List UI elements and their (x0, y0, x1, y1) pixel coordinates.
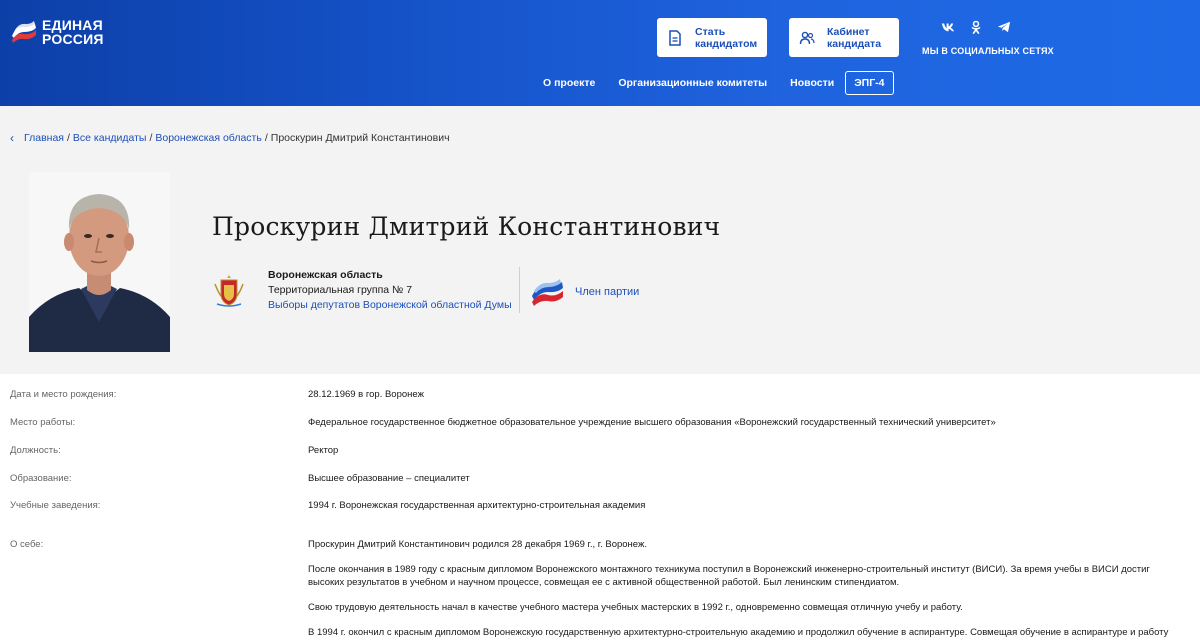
info-value: Высшее образование – специалитет (308, 473, 470, 484)
breadcrumb-current: Проскурин Дмитрий Константинович (270, 132, 450, 144)
info-value: Федеральное государственное бюджетное образовательное учреждение высшего образования «Воронежский государственный технический университет» (308, 417, 996, 428)
telegram-icon[interactable] (997, 20, 1011, 34)
bear-flag-icon (10, 18, 38, 46)
breadcrumb-separator: / (149, 132, 153, 144)
breadcrumb-home[interactable]: Главная (24, 132, 64, 144)
region-name: Воронежская область (268, 269, 383, 281)
candidate-profile (0, 106, 1200, 374)
about-label: О себе: (10, 539, 44, 550)
vk-icon[interactable] (941, 20, 955, 34)
party-logo-icon (530, 278, 564, 306)
nav-news[interactable]: Новости (790, 77, 835, 89)
chevron-left-icon[interactable]: ‹ (10, 131, 14, 145)
become-candidate-button[interactable] (657, 18, 767, 57)
party-membership (530, 278, 639, 306)
main-nav (543, 71, 894, 95)
breadcrumb-region[interactable]: Воронежская область (155, 132, 262, 144)
info-label: Дата и место рождения: (10, 389, 117, 400)
become-candidate-label-1: Стать (695, 25, 726, 38)
become-candidate-label-2: кандидатом (695, 37, 758, 50)
users-icon (799, 30, 815, 46)
divider (519, 267, 520, 313)
info-label: Учебные заведения: (10, 500, 101, 511)
info-value: 28.12.1969 в гор. Воронеж (308, 389, 424, 400)
election-link[interactable]: Выборы депутатов Воронежской областной Думы (268, 299, 512, 311)
epg-button[interactable]: ЭПГ-4 (845, 71, 893, 95)
about-paragraph: Проскурин Дмитрий Константинович родился 28 декабря 1969 г., г. Воронеж. (308, 539, 647, 550)
odnoklassniki-icon[interactable] (969, 20, 983, 34)
document-icon (667, 30, 683, 46)
social-links (922, 20, 1054, 56)
about-text (308, 538, 1188, 642)
candidate-photo (29, 172, 170, 352)
breadcrumb (10, 131, 450, 145)
about-paragraph: В 1994 г. окончил с красным дипломом Воронежскую государственную архитектурно-строительную академию и продолжил обучение в аспирантуре. Совмещая обучение в аспирантуре и работу (308, 627, 1169, 638)
party-status[interactable]: Член партии (575, 286, 640, 298)
about-paragraph: После окончания в 1989 году с красным дипломом Воронежского монтажного техникума поступил в Воронежский инженерно-строительный институт (ВИСИ). За время учебы в ВИСИ достиг высоких результатов в учебном и научном процессе, совмещая ее с активной общественной работой. Был ленинским стипендиатом. (308, 564, 1150, 588)
nav-committees[interactable]: Организационные комитеты (618, 77, 768, 89)
candidate-cabinet-label-2: кандидата (827, 37, 882, 50)
info-label: Место работы: (10, 417, 76, 428)
info-label: Должность: (10, 445, 61, 456)
candidate-name: Проскурин Дмитрий Константинович (212, 212, 721, 241)
breadcrumb-separator: / (264, 132, 268, 144)
site-header (0, 0, 1200, 106)
logo-line-1: ЕДИНАЯ (42, 17, 103, 33)
breadcrumb-separator: / (66, 132, 70, 144)
breadcrumb-all-candidates[interactable]: Все кандидаты (72, 132, 147, 144)
candidate-cabinet-label-1: Кабинет (827, 25, 870, 38)
coat-of-arms-icon (212, 274, 246, 308)
site-logo[interactable] (10, 18, 104, 46)
territorial-group: Территориальная группа № 7 (268, 284, 413, 296)
candidate-cabinet-button[interactable] (789, 18, 899, 57)
logo-line-2: РОССИЯ (42, 31, 104, 47)
region-info (212, 268, 512, 313)
info-value: Ректор (308, 445, 339, 456)
about-paragraph: Свою трудовую деятельность начал в качестве учебного мастера учебных мастерских в 1992 г., одновременно совмещая отличную учебу и работу. (308, 602, 963, 613)
info-label: Образование: (10, 473, 72, 484)
info-value: 1994 г. Воронежская государственная архитектурно-строительная академия (308, 500, 646, 511)
nav-about[interactable]: О проекте (543, 77, 596, 89)
socials-label: МЫ В СОЦИАЛЬНЫХ СЕТЯХ (922, 46, 1054, 56)
